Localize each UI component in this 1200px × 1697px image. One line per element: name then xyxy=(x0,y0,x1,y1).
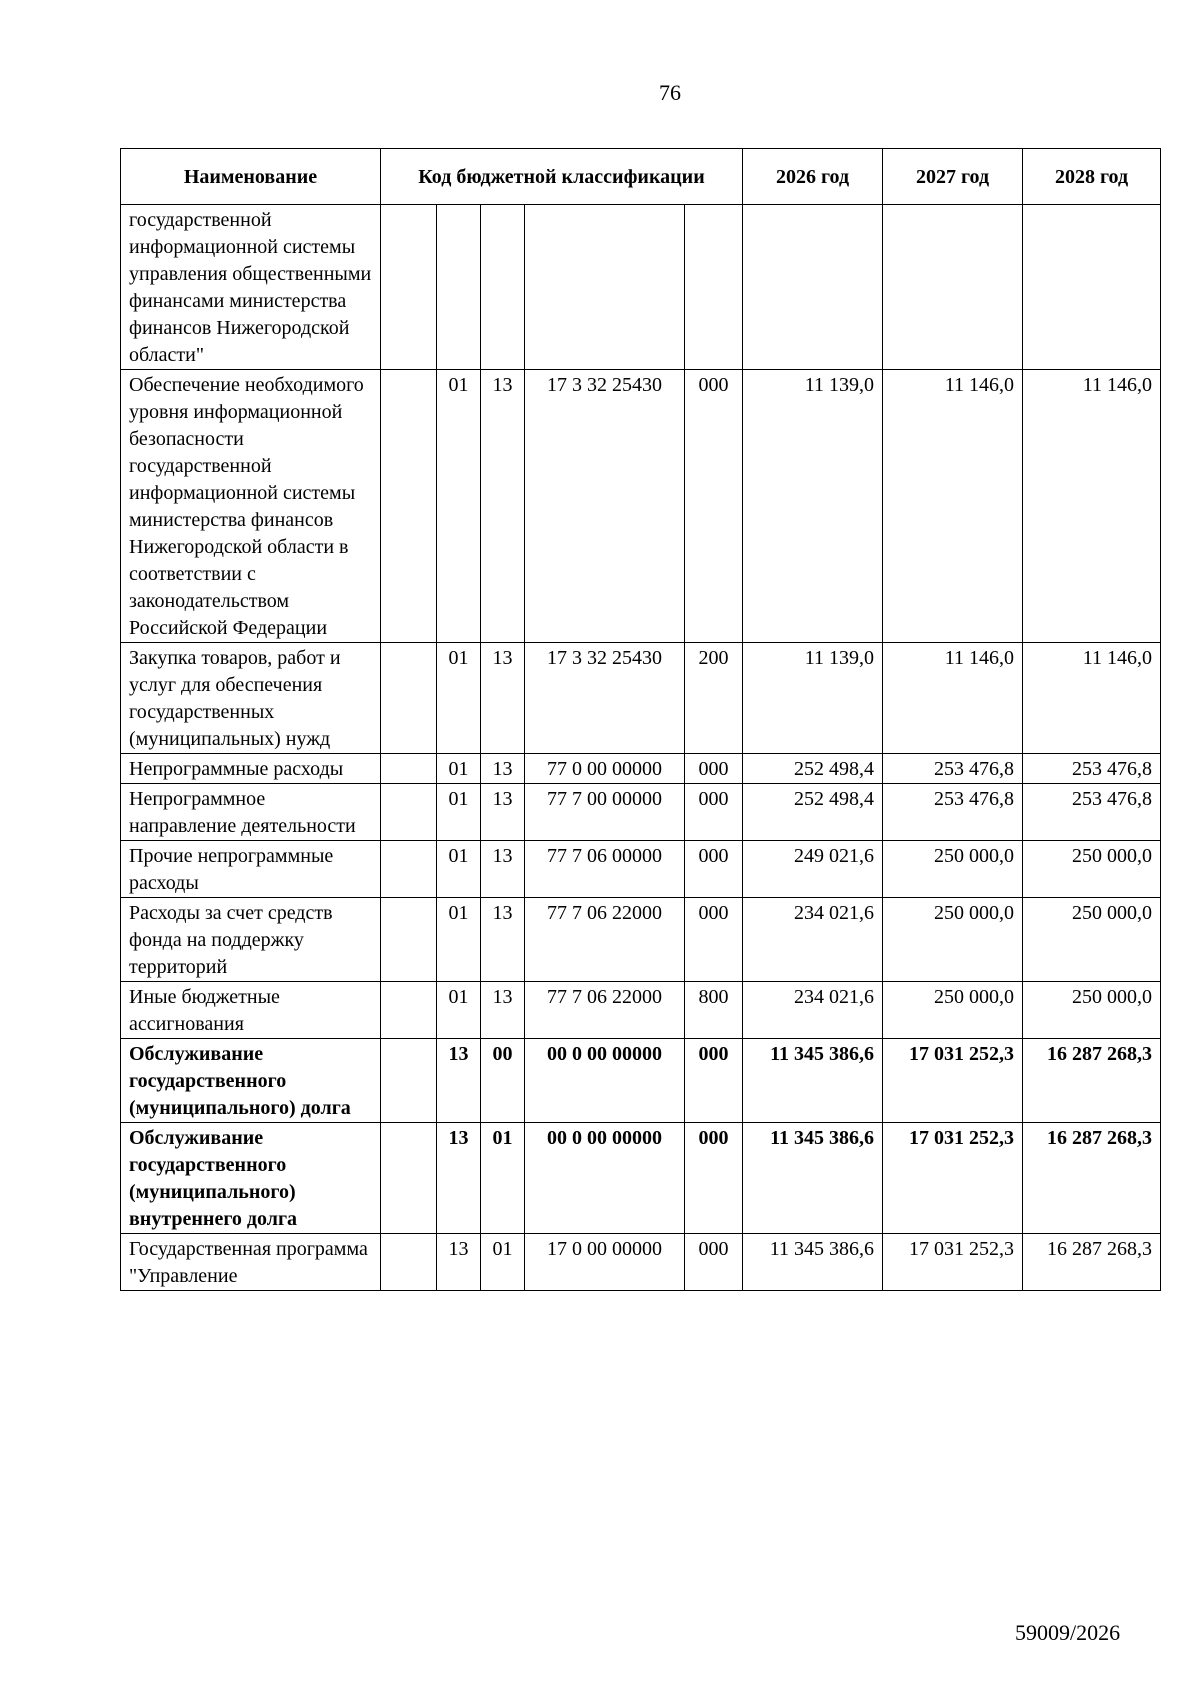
cell-target-article: 17 3 32 25430 xyxy=(525,643,685,754)
cell-name: Закупка товаров, работ и услуг для обеспечения государственных (муниципальных) нужд xyxy=(121,643,381,754)
header-code: Код бюджетной классификации xyxy=(381,149,743,205)
cell-subsection: 13 xyxy=(481,841,525,898)
cell-2026 xyxy=(743,205,883,370)
cell-2028: 16 287 268,3 xyxy=(1023,1039,1161,1123)
table-row xyxy=(121,898,1161,982)
header-2028: 2028 год xyxy=(1023,149,1161,205)
table-row xyxy=(121,370,1161,643)
cell-2028: 11 146,0 xyxy=(1023,370,1161,643)
cell-code-empty xyxy=(381,1234,437,1291)
header-name: Наименование xyxy=(121,149,381,205)
cell-2026: 252 498,4 xyxy=(743,754,883,784)
cell-expense-type: 000 xyxy=(685,1039,743,1123)
table-body xyxy=(121,205,1161,1291)
cell-subsection: 00 xyxy=(481,1039,525,1123)
cell-subsection: 13 xyxy=(481,370,525,643)
cell-2028: 253 476,8 xyxy=(1023,754,1161,784)
cell-target-article: 77 7 00 00000 xyxy=(525,784,685,841)
table-row xyxy=(121,1234,1161,1291)
cell-2027: 253 476,8 xyxy=(883,754,1023,784)
cell-subsection: 13 xyxy=(481,643,525,754)
cell-target-article: 77 7 06 22000 xyxy=(525,982,685,1039)
table-row xyxy=(121,205,1161,370)
cell-2028: 253 476,8 xyxy=(1023,784,1161,841)
cell-2027: 17 031 252,3 xyxy=(883,1039,1023,1123)
cell-subsection: 13 xyxy=(481,784,525,841)
cell-expense-type: 000 xyxy=(685,841,743,898)
table-row xyxy=(121,643,1161,754)
cell-target-article: 00 0 00 00000 xyxy=(525,1123,685,1234)
cell-section: 01 xyxy=(437,982,481,1039)
cell-expense-type: 000 xyxy=(685,1234,743,1291)
table-header-row xyxy=(121,149,1161,205)
cell-2027: 17 031 252,3 xyxy=(883,1234,1023,1291)
cell-expense-type: 000 xyxy=(685,898,743,982)
cell-expense-type: 000 xyxy=(685,1123,743,1234)
cell-code-empty xyxy=(381,643,437,754)
cell-name: Обслуживание государственного (муниципального) долга xyxy=(121,1039,381,1123)
cell-expense-type: 000 xyxy=(685,784,743,841)
budget-table xyxy=(120,148,1161,1291)
cell-subsection xyxy=(481,205,525,370)
cell-expense-type: 800 xyxy=(685,982,743,1039)
cell-2026: 234 021,6 xyxy=(743,898,883,982)
cell-name: Обслуживание государственного (муниципального) внутреннего долга xyxy=(121,1123,381,1234)
cell-2026: 11 345 386,6 xyxy=(743,1123,883,1234)
cell-2028: 11 146,0 xyxy=(1023,643,1161,754)
cell-2028: 16 287 268,3 xyxy=(1023,1234,1161,1291)
cell-code-empty xyxy=(381,205,437,370)
cell-2028 xyxy=(1023,205,1161,370)
cell-2026: 11 139,0 xyxy=(743,370,883,643)
cell-2028: 250 000,0 xyxy=(1023,841,1161,898)
cell-section: 01 xyxy=(437,898,481,982)
cell-section: 01 xyxy=(437,370,481,643)
cell-2027: 250 000,0 xyxy=(883,898,1023,982)
cell-subsection: 01 xyxy=(481,1234,525,1291)
cell-name: Иные бюджетные ассигнования xyxy=(121,982,381,1039)
cell-name: Обеспечение необходимого уровня информационной безопасности государственной информационной системы министерства финансов Нижегородской области в соответствии с законодательством Российской Федерации xyxy=(121,370,381,643)
page-number: 76 xyxy=(659,80,681,105)
cell-2027: 250 000,0 xyxy=(883,982,1023,1039)
table-row xyxy=(121,982,1161,1039)
cell-target-article: 17 0 00 00000 xyxy=(525,1234,685,1291)
cell-2027 xyxy=(883,205,1023,370)
cell-2028: 16 287 268,3 xyxy=(1023,1123,1161,1234)
cell-target-article: 17 3 32 25430 xyxy=(525,370,685,643)
table-row xyxy=(121,1039,1161,1123)
cell-target-article: 77 7 06 22000 xyxy=(525,898,685,982)
cell-code-empty xyxy=(381,754,437,784)
cell-2026: 11 139,0 xyxy=(743,643,883,754)
cell-2028: 250 000,0 xyxy=(1023,898,1161,982)
table-row xyxy=(121,841,1161,898)
cell-section xyxy=(437,205,481,370)
cell-target-article: 00 0 00 00000 xyxy=(525,1039,685,1123)
cell-name: Непрограммные расходы xyxy=(121,754,381,784)
cell-section: 01 xyxy=(437,754,481,784)
cell-name: государственной информационной системы управления общественными финансами министерства финансов Нижегородской области" xyxy=(121,205,381,370)
cell-target-article: 77 7 06 00000 xyxy=(525,841,685,898)
table-row xyxy=(121,754,1161,784)
cell-2027: 253 476,8 xyxy=(883,784,1023,841)
cell-name: Государственная программа "Управление xyxy=(121,1234,381,1291)
header-2026: 2026 год xyxy=(743,149,883,205)
cell-code-empty xyxy=(381,898,437,982)
cell-name: Непрограммное направление деятельности xyxy=(121,784,381,841)
document-number: 59009/2026 xyxy=(1015,1620,1121,1645)
cell-code-empty xyxy=(381,1123,437,1234)
cell-2026: 11 345 386,6 xyxy=(743,1039,883,1123)
cell-section: 13 xyxy=(437,1234,481,1291)
cell-section: 13 xyxy=(437,1123,481,1234)
cell-subsection: 01 xyxy=(481,1123,525,1234)
cell-section: 13 xyxy=(437,1039,481,1123)
table-row xyxy=(121,1123,1161,1234)
cell-code-empty xyxy=(381,1039,437,1123)
header-2027: 2027 год xyxy=(883,149,1023,205)
cell-code-empty xyxy=(381,370,437,643)
table-row xyxy=(121,784,1161,841)
cell-subsection: 13 xyxy=(481,898,525,982)
cell-target-article xyxy=(525,205,685,370)
cell-2028: 250 000,0 xyxy=(1023,982,1161,1039)
cell-code-empty xyxy=(381,841,437,898)
cell-section: 01 xyxy=(437,643,481,754)
cell-2027: 11 146,0 xyxy=(883,370,1023,643)
cell-code-empty xyxy=(381,982,437,1039)
cell-2027: 17 031 252,3 xyxy=(883,1123,1023,1234)
cell-2027: 250 000,0 xyxy=(883,841,1023,898)
cell-name: Прочие непрограммные расходы xyxy=(121,841,381,898)
cell-2026: 234 021,6 xyxy=(743,982,883,1039)
cell-2027: 11 146,0 xyxy=(883,643,1023,754)
cell-code-empty xyxy=(381,784,437,841)
cell-section: 01 xyxy=(437,784,481,841)
cell-subsection: 13 xyxy=(481,754,525,784)
cell-2026: 252 498,4 xyxy=(743,784,883,841)
cell-expense-type xyxy=(685,205,743,370)
cell-2026: 11 345 386,6 xyxy=(743,1234,883,1291)
cell-2026: 249 021,6 xyxy=(743,841,883,898)
cell-expense-type: 000 xyxy=(685,370,743,643)
cell-expense-type: 000 xyxy=(685,754,743,784)
cell-name: Расходы за счет средств фонда на поддержку территорий xyxy=(121,898,381,982)
cell-expense-type: 200 xyxy=(685,643,743,754)
cell-subsection: 13 xyxy=(481,982,525,1039)
cell-target-article: 77 0 00 00000 xyxy=(525,754,685,784)
cell-section: 01 xyxy=(437,841,481,898)
